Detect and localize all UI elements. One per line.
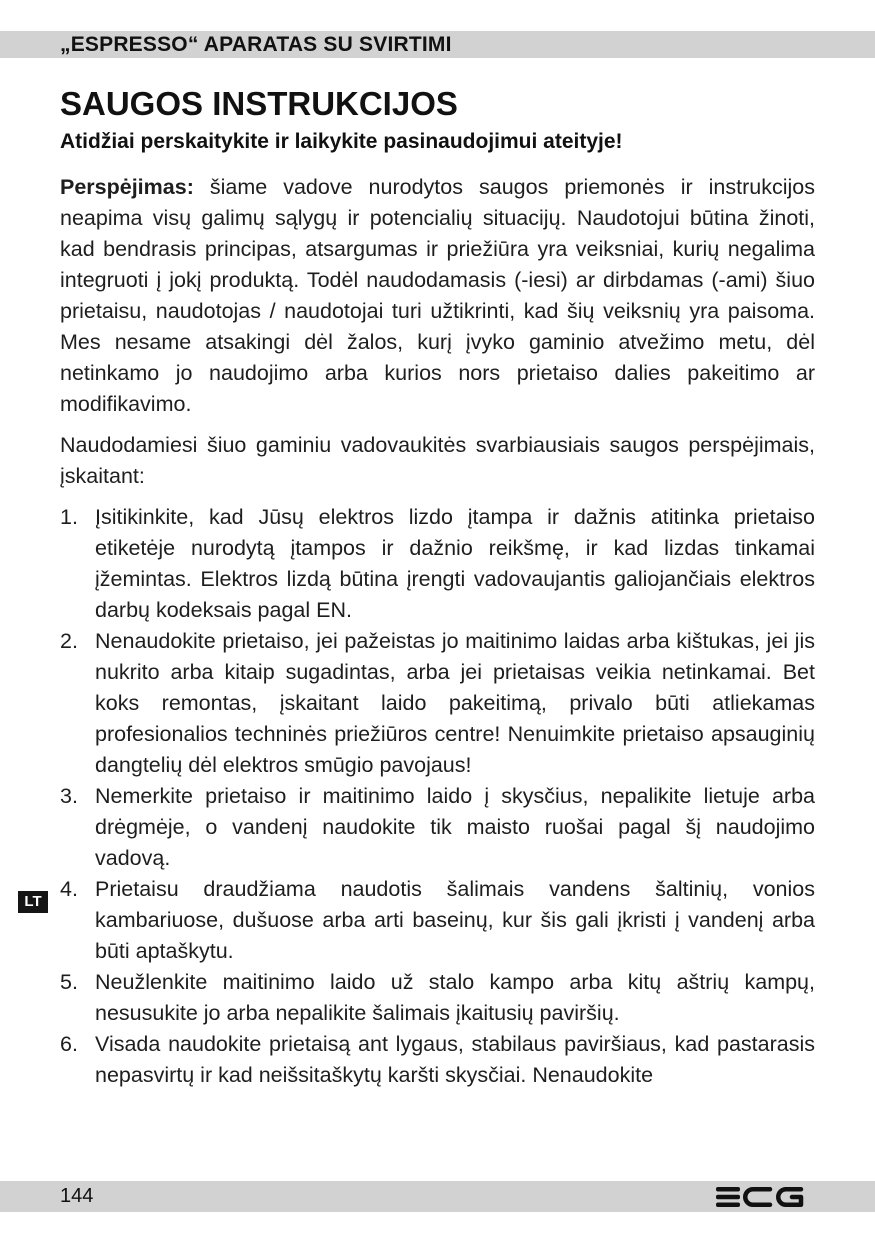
item-text: Prietaisu draudžiama naudotis šalimais vandens šaltinių, vonios kambariuose, dušuose arba arti baseinų, kur šis gali įkristi į vandenį arba būti aptaškytu. <box>95 877 815 963</box>
list-item <box>60 967 815 1029</box>
list-item <box>60 626 815 781</box>
page-subtitle: Atidžiai perskaitykite ir laikykite pasinaudojimui ateityje! <box>60 130 623 153</box>
item-text: Nenaudokite prietaiso, jei pažeistas jo maitinimo laidas arba kištukas, jei jis nukrito arba kitaip sugadintas, arba jei prietaisas veikia netinkamai. Bet koks remontas, įskaitant laido pakeitimą, privalo būti atliekamas profesionalios techninės priežiūros centre! Nenuimkite prietaiso apsauginių dangtelių dėl elektros smūgio pavojaus! <box>95 629 815 777</box>
item-number: 1. <box>60 505 78 529</box>
item-text: Visada naudokite prietaisą ant lygaus, stabilaus paviršiaus, kad pastarasis nepasvirtų ir kad neišsitaškytų karšti skysčiai. Nenaudokite <box>95 1032 815 1087</box>
item-number: 2. <box>60 629 78 653</box>
item-number: 4. <box>60 877 78 901</box>
list-item <box>60 1029 815 1091</box>
list-item <box>60 874 815 967</box>
page-number: 144 <box>60 1185 94 1207</box>
warning-paragraph <box>60 172 815 420</box>
ecg-logo <box>716 1187 804 1207</box>
page-content <box>60 82 815 1091</box>
item-text: Neužlenkite maitinimo laido už stalo kampo arba kitų aštrių kampų, nesusukite jo arba nepalikite šalimais įkaitusių paviršių. <box>95 970 815 1025</box>
warning-label: Perspėjimas: <box>60 175 194 199</box>
header-band <box>0 31 875 58</box>
item-text: Nemerkite prietaiso ir maitinimo laido į skysčius, nepalikite lietuje arba drėgmėje, o vandenį naudokite tik maisto ruošai pagal šį naudojimo vadovą. <box>95 784 815 870</box>
list-item <box>60 502 815 626</box>
item-text: Įsitikinkite, kad Jūsų elektros lizdo įtampa ir dažnis atitinka prietaiso etiketėje nurodytą įtampos ir dažnio reikšmę, ir kad lizdas tinkamai įžemintas. Elektros lizdą būtina įrengti vadovaujantis galiojančiais elektros darbų kodeksais pagal EN. <box>95 505 815 622</box>
page-title: SAUGOS INSTRUKCIJOS <box>60 85 458 122</box>
header-title: „ESPRESSO“ APARATAS SU SVIRTIMI <box>60 33 452 56</box>
language-tab: LT <box>18 891 48 913</box>
warning-text: šiame vadove nurodytos saugos priemonės ir instrukcijos neapima visų galimų sąlygų ir potencialių situacijų. Naudotojui būtina žinoti, kad bendrasis principas, atsargumas ir priežiūra yra veiksniai, kurių negalima integruoti į jokį produktą. Todėl naudodamasis (-iesi) ar dirbdamas (-ami) šiuo prietaisu, naudotojas / naudotojai turi užtikrinti, kad šių veiksnių yra paisoma. Mes nesame atsakingi dėl žalos, kurį įvyko gaminio atvežimo metu, dėl netinkamo jo naudojimo arba kurios nors prietaiso dalies pakeitimo ar modifikavimo. <box>60 175 815 416</box>
footer-band <box>0 1181 875 1212</box>
item-number: 3. <box>60 784 78 808</box>
list-item <box>60 781 815 874</box>
intro-paragraph: Naudodamiesi šiuo gaminiu vadovaukitės svarbiausiais saugos perspėjimais, įskaitant: <box>60 433 815 488</box>
safety-list <box>60 502 815 1091</box>
item-number: 5. <box>60 970 78 994</box>
item-number: 6. <box>60 1032 78 1056</box>
